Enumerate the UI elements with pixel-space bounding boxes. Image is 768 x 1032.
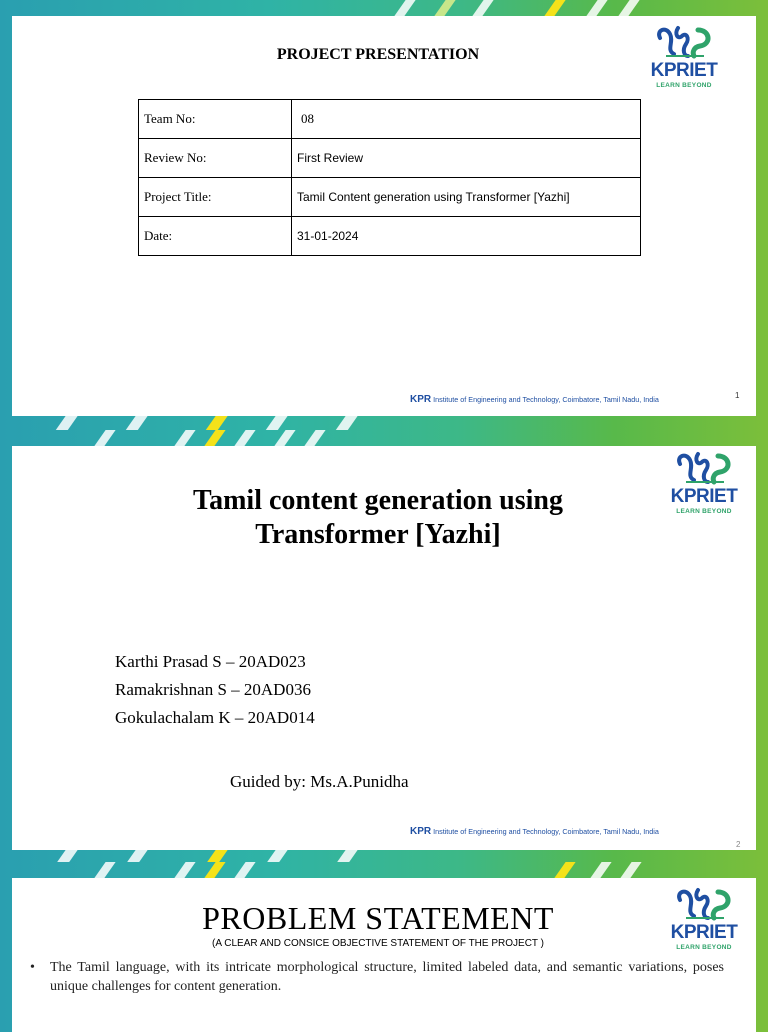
guide-name: Guided by: Ms.A.Punidha (230, 772, 409, 791)
table-row (139, 217, 641, 256)
logo-emblem-icon (654, 24, 714, 60)
page-number: 2 (736, 840, 741, 849)
logo-tagline: LEARN BEYOND (676, 508, 732, 515)
logo-tagline: LEARN BEYOND (656, 82, 712, 89)
bullet-text: The Tamil language, with its intricate morphological structure, limited labeled data, and semantic variations, poses unique challenges for content generation. (50, 960, 724, 994)
footer-text: Institute of Engineering and Technology, Coimbatore, Tamil Nadu, India (433, 395, 659, 404)
slide-footer (410, 826, 659, 837)
table-key: Project Title: (139, 178, 292, 217)
top-stripes (400, 862, 640, 878)
bullet-dot: • (30, 960, 35, 975)
slide-3-title: PROBLEM STATEMENT (202, 900, 554, 936)
slide-1-content (12, 16, 756, 416)
slide-3-content (12, 878, 756, 1032)
team-member: Karthi Prasad S – 20AD023 (115, 652, 306, 671)
logo-emblem-icon (674, 886, 734, 922)
top-stripes (400, 430, 640, 446)
table-value: 08 (292, 100, 641, 139)
table-value: Tamil Content generation using Transformer [Yazhi] (292, 178, 641, 217)
slide-3-subtitle: (A CLEAR AND CONSICE OBJECTIVE STATEMENT OF THE PROJECT ) (212, 938, 544, 949)
logo-text: KPRIET (670, 922, 738, 943)
table-value: 31-01-2024 (292, 217, 641, 256)
slide-2 (0, 430, 768, 866)
kpriet-logo (644, 24, 724, 96)
table-row (139, 139, 641, 178)
table-key: Date: (139, 217, 292, 256)
team-member: Ramakrishnan S – 20AD036 (115, 680, 311, 699)
slide-1 (0, 0, 768, 432)
table-value: First Review (292, 139, 641, 178)
logo-text: KPRIET (670, 486, 738, 507)
title-line-2: Transformer [Yazhi] (255, 519, 501, 550)
footer-brand: KPR (410, 826, 432, 837)
footer-brand: KPR (410, 394, 432, 405)
footer-text: Institute of Engineering and Technology, Coimbatore, Tamil Nadu, India (433, 827, 659, 836)
slide-2-title (12, 484, 744, 552)
slide-1-title: PROJECT PRESENTATION (276, 46, 480, 63)
slide-footer (410, 394, 659, 405)
bullet-item (30, 958, 724, 996)
page-number: 1 (735, 391, 740, 400)
title-line-1: Tamil content generation using (193, 485, 563, 516)
kpriet-logo (664, 450, 744, 522)
table-row (139, 100, 641, 139)
project-info-table (138, 99, 641, 256)
logo-text: KPRIET (650, 60, 718, 81)
slide-3 (0, 862, 768, 1032)
logo-emblem-icon (674, 450, 734, 486)
table-row (139, 178, 641, 217)
team-member: Gokulachalam K – 20AD014 (115, 708, 315, 727)
top-stripes (400, 0, 640, 16)
table-key: Review No: (139, 139, 292, 178)
kpriet-logo (664, 886, 744, 958)
table-key: Team No: (139, 100, 292, 139)
slide-2-content (12, 446, 756, 850)
logo-tagline: LEARN BEYOND (676, 944, 732, 951)
